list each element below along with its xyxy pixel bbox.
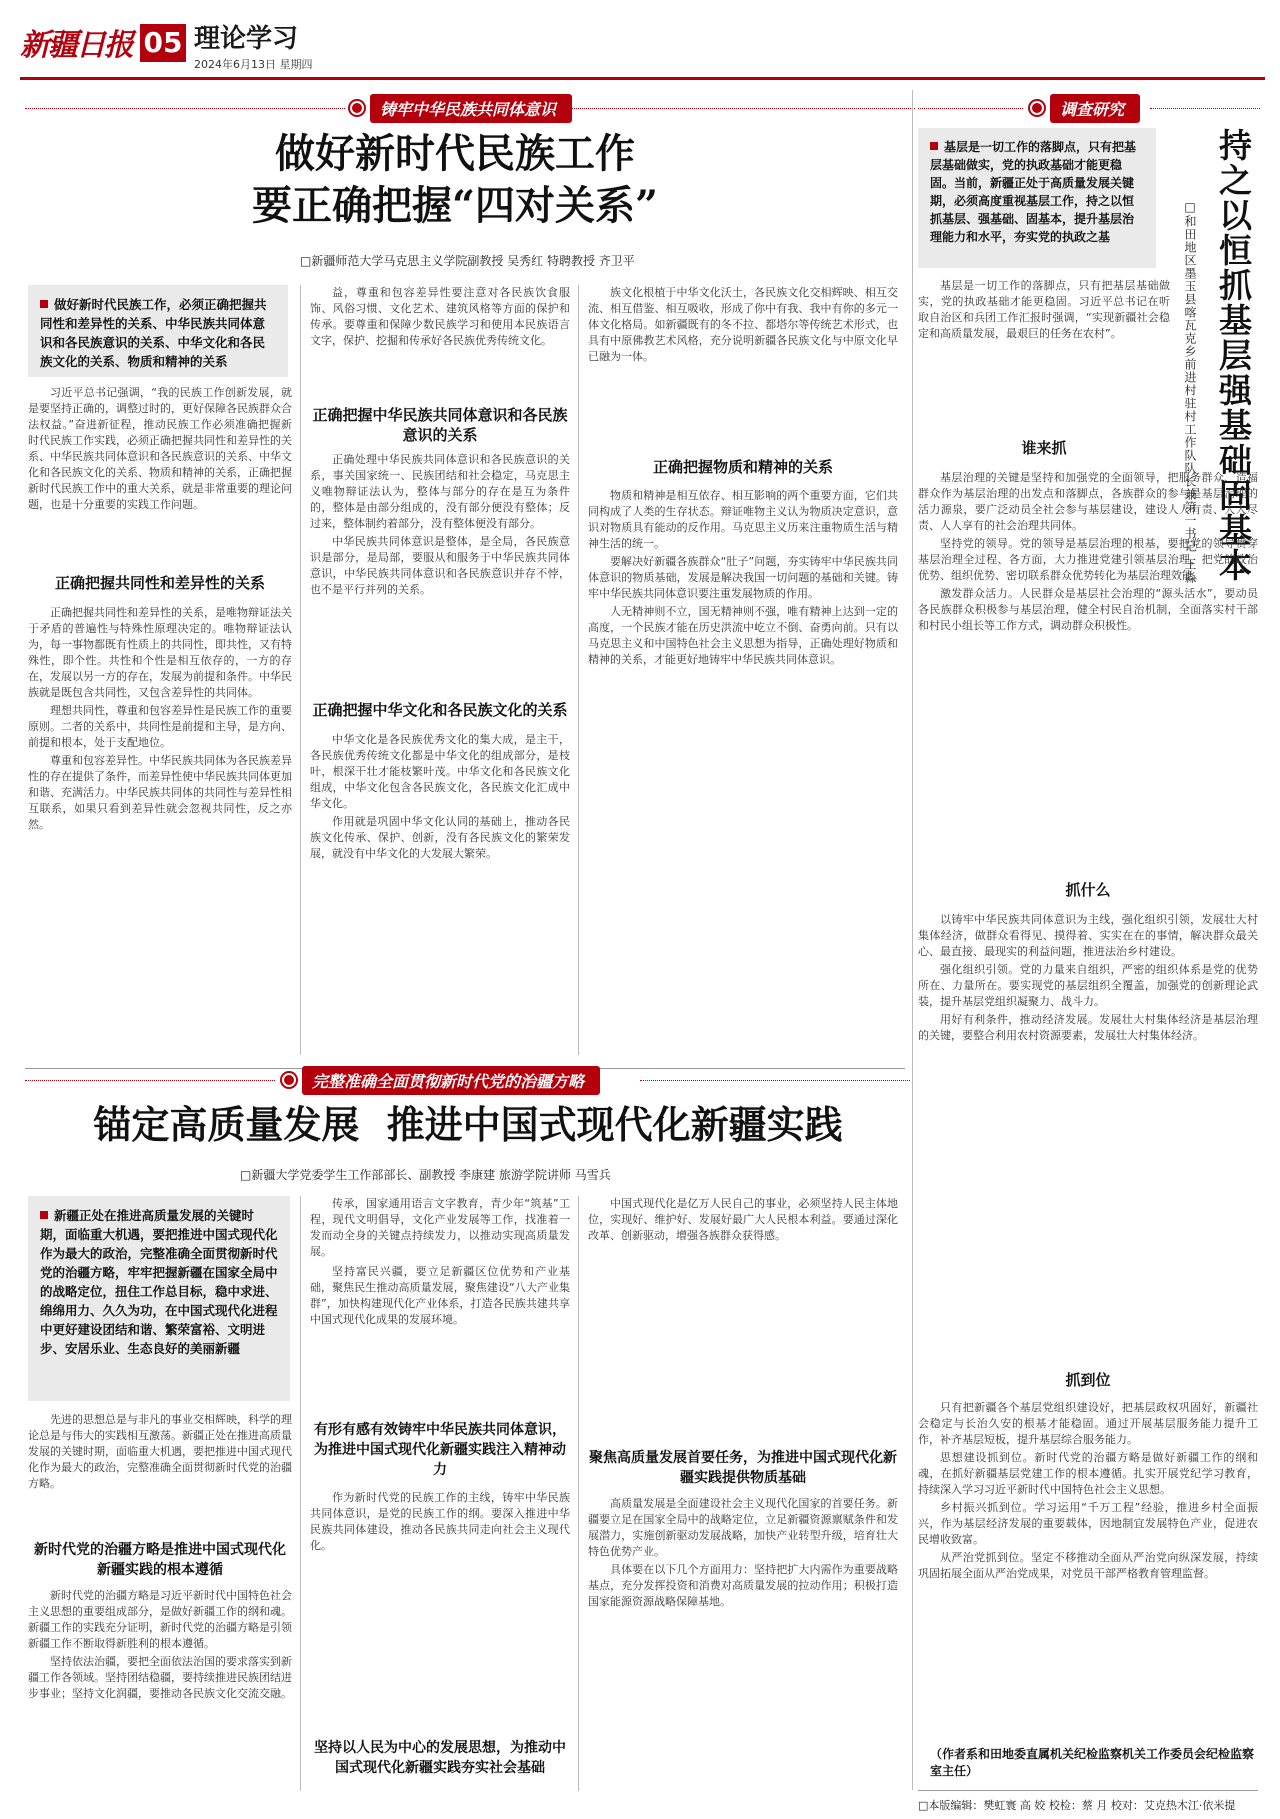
section-heading: 正确把握中华文化和各民族文化的关系: [312, 701, 568, 719]
paragraph: 用好有利条件，推动经济发展。发展壮大村集体经济是基层治理的关键，要整合利用农村资源要素，发展壮大村集体经济。: [918, 1013, 1258, 1042]
article-column: [918, 912, 1258, 1362]
paragraph: 中华民族共同体意识是整体，是全局，各民族意识是部分，是局部，要服从和服务于中华民族共同体意识，中华民族共同体意识和各民族意识并存不悖，也不是平行并列的关系。: [310, 535, 570, 596]
square-bullet-icon: [930, 142, 938, 150]
banner-dot-icon: [282, 1073, 296, 1087]
category-divider: [918, 108, 1023, 109]
author-note: （作者系和田地委直属机关纪检监察机关工作委员会纪检监察室主任）: [930, 1747, 1255, 1778]
paragraph: 思想建设抓到位。新时代党的治疆方略是做好新疆工作的纲和魂，在抓好新疆基层党建工作的根本遵循。扎实开展党纪学习教育，持续深入学习习近平新时代中国特色社会主义思想。: [918, 1451, 1258, 1496]
column-divider: [912, 90, 913, 1790]
category-label: 完整准确全面贯彻新时代党的治疆方略: [302, 1066, 600, 1095]
paragraph: 先进的思想总是与非凡的事业交相辉映，科学的理论总是与伟大的实践相互激荡。新疆正处在推进高质量发展的关键时期，面临重大机遇，要把推进中国式现代化作为最大的政治，完整准确全面贯彻新时代党的治疆方略。: [28, 1413, 292, 1490]
paragraph: 尊重和包容差异性。中华民族共同体为各民族差异性的存在提供了条件，而差异性使中华民族共同体更加和谐、充满活力。中华民族共同体的共同性与差异性相互联系，如果只看到差异性就会忽视共同性，反之亦然。: [28, 754, 292, 831]
summary-box: [918, 128, 1156, 268]
paragraph: 从严治党抓到位。坚定不移推动全面从严治党向纵深发展，持续巩固拓展全面从严治党成果，对党员干部严格教育管理监督。: [918, 1551, 1258, 1580]
section-heading: 聚焦高质量发展首要任务，为推进中国式现代化新疆实践提供物质基础: [589, 1450, 897, 1486]
article-column: [588, 285, 898, 450]
article-byline: □和田地区墨玉县喀瓦克乡前进村驻村工作队队长兼第一书记 王淼: [1183, 200, 1197, 584]
paragraph: 作为新时代党的民族工作的主线，铸牢中华民族共同体意识，是党的民族工作的纲。要深入推进中华民族共同体建设，推动各民族共同走向社会主义现代化。: [310, 1491, 570, 1552]
paragraph: 传承，国家通用语言文字教育，青少年“筑基”工程，现代文明倡导，文化产业发展等工作，找准着一发而动全身的关键点持续发力，以推动实现高质量发展。: [310, 1197, 570, 1258]
section-heading: 新时代党的治疆方略是推进中国式现代化新疆实践的根本遵循: [34, 1542, 286, 1578]
article-column: [588, 1196, 898, 1441]
article-column: [588, 488, 898, 1053]
article-column: [28, 385, 292, 565]
article-column: [28, 605, 292, 1050]
paragraph: 习近平总书记强调，“我的民族工作创新发展，就是要坚持正确的，调整过时的，更好保障各民族群众合法权益。”奋进新征程，推动民族工作必须准确把握新时代民族工作实践，必须正确把握共同性和差异性的关系、中华民族共同体意识和各民族意识的关系、中华文化和各民族文化的关系、物质和精神的关系，正确把握新时代民族工作中的重大关系，就是非常重要的理论问题，也是十分重要的实践工作问题。: [28, 386, 292, 511]
section-heading: 抓到位: [1065, 1371, 1111, 1389]
article-title: 锚定高质量发展 推进中国式现代化新疆实践: [93, 1102, 843, 1147]
article-title: 持之以恒抓基层强基础固基本: [1214, 128, 1253, 583]
article-column: [588, 1496, 898, 1791]
banner-dot-icon: [1030, 101, 1044, 115]
category-label: 调查研究: [1050, 94, 1140, 123]
summary-text: 新疆正处在推进高质量发展的关键时期，面临重大机遇，要把推进中国式现代化作为最大的政治，完整准确全面贯彻新时代党的治疆方略，牢牢把握新疆在国家全局中的战略定位，扭住工作总目标，稳中求进、绵绵用力、久久为功，在中国式现代化进程中更好建设团结和谐、繁荣富裕、文明进步、安居乐业、生态良好的美丽新疆: [40, 1208, 278, 1356]
article-column: [310, 1196, 570, 1260]
section-heading: 抓什么: [1065, 881, 1111, 899]
article-column: [310, 285, 570, 395]
paragraph: 高质量发展是全面建设社会主义现代化国家的首要任务。新疆要立足在国家全局中的战略定位，立足新疆资源禀赋条件和发展潜力，实施创新驱动发展战略，加快产业转型升级，培育壮大特色优势产业。: [588, 1497, 898, 1558]
section-heading: 正确把握物质和精神的关系: [652, 458, 833, 476]
paragraph: 强化组织引领。党的力量来自组织，严密的组织体系是党的优势所在、力量所在。要实现党的基层组织全覆盖，加强党的创新理论武装，提升基层党组织凝聚力、战斗力。: [918, 963, 1258, 1008]
summary-box: [28, 1196, 290, 1401]
column-divider: [578, 1196, 579, 1791]
paragraph: 基层是一切工作的落脚点，只有把基层基础做实，党的执政基础才能更稳固。习近平总书记在听取自治区和兵团工作汇报时强调，“实现新疆社会稳定和高质量发展，最艰巨的任务在农村”。: [918, 279, 1170, 340]
section-heading: 有形有感有效铸牢中华民族共同体意识，为推进中国式现代化新疆实践注入精神动力: [314, 1422, 566, 1478]
paragraph: 理想共同性，尊重和包容差异性是民族工作的重要原则。二者的关系中，共同性是前提和主导，是方向、前提和根本，处于支配地位。: [28, 704, 292, 749]
paragraph: 中国式现代化是亿万人民自己的事业，必须坚持人民主体地位，实现好、维护好、发展好最广大人民根本利益。要通过深化改革、创新驱动，增强各族群众获得感。: [588, 1197, 898, 1242]
paragraph: 基层治理的关键是坚持和加强党的全面领导，把服务群众、造福群众作为基层治理的出发点和落脚点，各族群众的参与是基层治理的活力源泉，要广泛动员全社会参与基层建设，建设人人有责、人人尽责、人人享有的社会治理共同体。: [918, 471, 1258, 532]
article-column: [918, 278, 1170, 428]
paragraph: 正确把握共同性和差异性的关系，是唯物辩证法关于矛盾的普遍性与特殊性原理决定的。唯物辩证法认为，每一事物都既有性质上的共同性，即共性，又有特殊性，即个性。共性和个性是相互依存的，一方的存在，发展以另一方的存在，发展为前提和条件。中华民族就是既包含共同性，又包含差异性的共同体。: [28, 606, 292, 699]
title-line: 要正确把握“四对关系”: [251, 182, 658, 229]
page-number: 05: [140, 24, 186, 62]
summary-box: [28, 285, 288, 377]
paragraph: 正确处理中华民族共同体意识和各民族意识的关系，事关国家统一、民族团结和社会稳定，马克思主义唯物辩证法认为，整体与部分的存在是互为条件的，整体是由部分组成的，没有部分便没有整体；反过来，整体制约着部分，没有整体便没有部分。: [310, 453, 570, 530]
section-title: 理论学习: [194, 24, 299, 54]
paragraph: 新时代党的治疆方略是习近平新时代中国特色社会主义思想的重要组成部分，是做好新疆工作的纲和魂。新疆工作的实践充分证明，新时代党的治疆方略是引领新疆工作不断取得新胜利的根本遵循。: [28, 1589, 292, 1650]
category-divider: [640, 1080, 910, 1081]
paragraph: 激发群众活力。人民群众是基层社会治理的“源头活水”，要动员各民族群众积极参与基层治理，健全村民自治机制，全面落实村干部和村民小组长等工作方式，调动群众积极性。: [918, 587, 1258, 632]
category-banner: [282, 1066, 600, 1094]
category-label: 铸牢中华民族共同体意识: [370, 94, 572, 123]
category-divider: [25, 108, 345, 109]
category-divider: [1150, 108, 1260, 109]
category-divider: [560, 108, 915, 109]
paragraph: 要解决好新疆各族群众“肚子”问题，夯实铸牢中华民族共同体意识的物质基础，发展是解决我国一切问题的基础和关键。铸牢中华民族共同体意识要注重发展物质的作用。: [588, 555, 898, 600]
paragraph: 坚持富民兴疆，要立足新疆区位优势和产业基础，聚焦民生推动高质量发展，聚焦建设“八大产业集群”，加快构建现代化产业体系，打造各民族共建共享中国式现代化成果的发展环境。: [310, 1265, 570, 1326]
paragraph: 族文化根植于中华文化沃土，各民族文化交相辉映、相互交流、相互借鉴、相互吸收，形成了你中有我、我中有你的多元一体文化格局。如新疆既有的冬不拉、都塔尔等传统艺术形式，也具有中原佛教艺术风格，充分说明新疆各民族文化与中原文化早已融为一体。: [588, 286, 898, 363]
article-column: [28, 1412, 292, 1532]
article-column: [310, 1264, 570, 1414]
section-heading: 谁来抓: [1021, 439, 1067, 457]
newspaper-logo: 新疆日报: [20, 28, 132, 63]
section-heading: 坚持以人民为中心的发展思想，为推动中国式现代化新疆实践夯实社会基础: [314, 1740, 566, 1776]
square-bullet-icon: [40, 1211, 48, 1219]
article-title: [130, 128, 780, 232]
article-column: [918, 470, 1258, 870]
article-column: [310, 1490, 570, 1730]
issue-date: 2024年6月13日 星期四: [194, 58, 313, 71]
section-heading: 正确把握共同性和差异性的关系: [54, 574, 265, 592]
summary-text: 基层是一切工作的落脚点，只有把基层基础做实，党的执政基础才能更稳固。当前，新疆正处于高质量发展关键期，必须高度重视基层工作，持之以恒抓基层、强基础、固基本，提升基层治理能力和水平，夯实党的执政之基: [930, 140, 1137, 244]
category-banner: [350, 94, 572, 122]
article-column: [28, 1588, 292, 1788]
footer-divider: [918, 1790, 1258, 1791]
summary-text: 做好新时代民族工作，必须正确把握共同性和差异性的关系、中华民族共同体意识和各民族意识的关系、中华文化和各民族文化的关系、物质和精神的关系: [40, 297, 267, 369]
title-line: 做好新时代民族工作: [275, 130, 635, 177]
category-banner: [1030, 94, 1140, 122]
page-editors: □本版编辑：樊虹寰 高 姣 校检：蔡 月 校对：艾克热木江·依米提: [918, 1799, 1236, 1812]
column-divider: [300, 1196, 301, 1791]
article-byline: □新疆大学党委学生工作部部长、副教授 李康建 旅游学院讲师 马雪兵: [240, 1168, 611, 1182]
section-heading: 正确把握中华民族共同体意识和各民族意识的关系: [312, 406, 568, 444]
article-column: [918, 1400, 1258, 1740]
column-divider: [578, 285, 579, 1055]
column-divider: [300, 285, 301, 1055]
category-divider: [25, 1080, 275, 1081]
paragraph: 坚持依法治疆，要把全面依法治国的要求落实到新疆工作各领域。坚持团结稳疆，要持续推进民族团结进步事业；坚持文化润疆，要推动各民族文化交流交融。: [28, 1655, 292, 1700]
square-bullet-icon: [40, 300, 48, 308]
paragraph: 只有把新疆各个基层党组织建设好，把基层政权巩固好，新疆社会稳定与长治久安的根基才能稳固。通过开展基层服务能力提升工作，补齐基层短板，提升基层综合服务能力。: [918, 1401, 1258, 1446]
paragraph: 中华文化是各民族优秀文化的集大成，是主干，各民族优秀传统文化都是中华文化的组成部分，是枝叶，根深干壮才能枝繁叶茂。中华文化和各民族文化组成，中华文化包含各民族文化，各民族文化汇成中华文化。: [310, 733, 570, 810]
banner-dot-icon: [350, 101, 364, 115]
paragraph: 乡村振兴抓到位。学习运用“千万工程”经验，推进乡村全面振兴，作为基层经济发展的重要载体，因地制宜发展特色产业，促进农民增收致富。: [918, 1501, 1258, 1546]
paragraph: 坚持党的领导。党的领导是基层治理的根基，要把党的领导贯穿基层治理全过程、各方面，大力推进党建引领基层治理，把党的政治优势、组织优势、密切联系群众优势转化为基层治理效能。: [918, 537, 1258, 582]
paragraph: 人无精神则不立，国无精神则不强，唯有精神上达到一定的高度，一个民族才能在历史洪流中屹立不倒、奋勇向前。只有以马克思主义和中国特色社会主义思想为指导，正确处理好物质和精神的关系，才能更好地铸牢中华民族共同体意识。: [588, 605, 898, 666]
article-byline: □新疆师范大学马克思主义学院副教授 吴秀红 特聘教授 齐卫平: [300, 254, 635, 268]
article-column: [310, 732, 570, 1052]
paragraph: 具体要在以下几个方面用力：坚持把扩大内需作为重要战略基点，充分发挥投资和消费对高质量发展的拉动作用；积极打造国家能源资源战略保障基地。: [588, 1563, 898, 1608]
paragraph: 作用就是巩固中华文化认同的基础上，推动各民族文化传承、保护、创新，没有各民族文化的繁荣发展，就没有中华文化的大发展大繁荣。: [310, 815, 570, 860]
paragraph: 以铸牢中华民族共同体意识为主线，强化组织引领，发展壮大村集体经济，做群众看得见、摸得着、实实在在的事情，解决群众最关心、最直接、最现实的利益问题，推进法治乡村建设。: [918, 913, 1258, 958]
paragraph: 物质和精神是相互依存、相互影响的两个重要方面，它们共同构成了人类的生存状态。辩证唯物主义认为物质决定意识，意识对物质具有能动的反作用。马克思主义历来注重物质生活与精神生活的统一。: [588, 489, 898, 550]
paragraph: 益，尊重和包容差异性要注意对各民族饮食服饰、风俗习惯、文化艺术、建筑风格等方面的保护和传承。要尊重和保障少数民族学习和使用本民族语言文字，保护、挖掘和传承好各民族优秀传统文化。: [310, 286, 570, 347]
article-column: [310, 452, 570, 692]
